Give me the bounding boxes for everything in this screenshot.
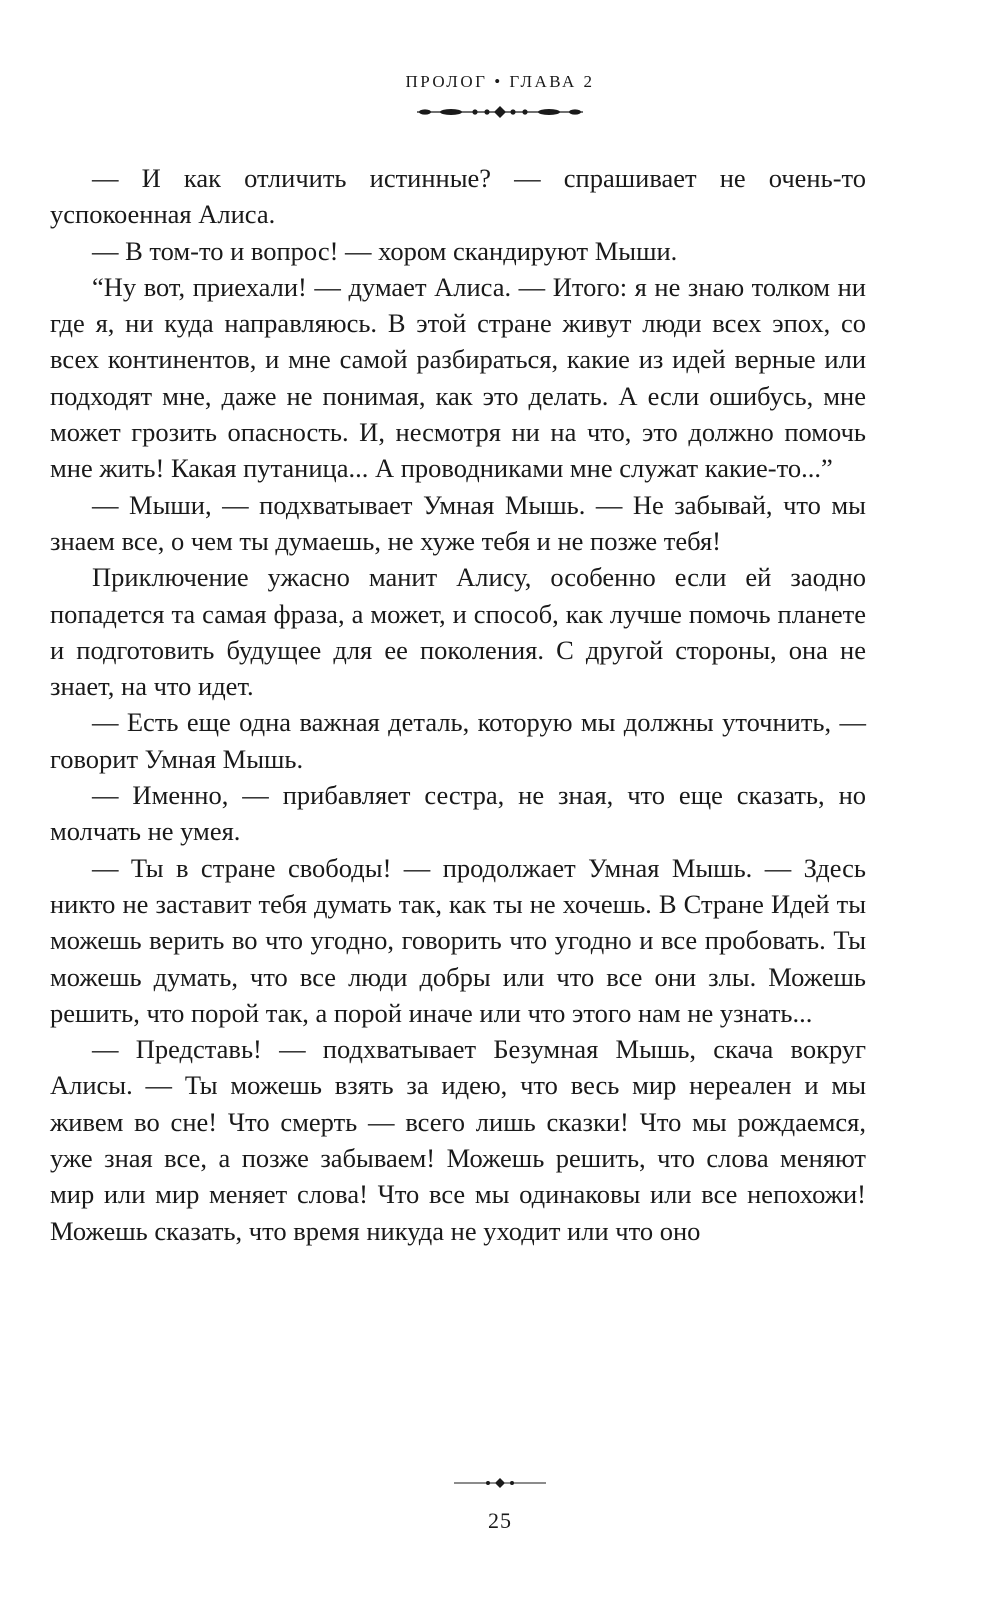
- paragraph: — Представь! — подхватывает Безумная Мышь, скача вокруг Алисы. — Ты можешь взять за идею, что весь мир нереален и мы живем во сне! Что смерть — всего лишь сказки! Что мы рождаемся, уже зная все, а позже забываем! Можешь решить, что слова меняют мир или мир меняет слова! Что все мы одинаковы или все непохожи! Можешь сказать, что время никуда не уходит или что оно: [50, 1034, 866, 1246]
- paragraph: “Ну вот, приехали! — думает Алиса. — Итого: я не знаю толком ни где я, ни куда направляюсь. В этой стране живут люди всех эпох, со всех континентов, и мне самой разбираться, какие из идей верные или подходят мне, даже не понимая, как это делать. А если ошибусь, мне может грозить опасность. И, несмотря ни на что, это должно помочь мне жить! Какая путаница... А проводниками мне служат какие-то...”: [50, 271, 866, 484]
- paragraph: — И как отличить истинные? — спрашивает не очень-то успокоенная Алиса.: [50, 163, 866, 230]
- paragraph: — В том-то и вопрос! — хором скандируют Мыши.: [92, 235, 678, 266]
- page-number: 25: [488, 1508, 512, 1533]
- paragraph: — Именно, — прибавляет сестра, не зная, что еще сказать, но молчать не умея.: [50, 780, 866, 847]
- paragraph: — Есть еще одна важная деталь, которую мы должны уточнить, — говорит Умная Мышь.: [50, 707, 866, 774]
- ornamental-rule-top-icon: [415, 104, 585, 120]
- paragraph: Приключение ужасно манит Алису, особенно если ей заодно попадется та самая фраза, а может, и способ, как лучше помочь планете и подготовить будущее для ее поколения. С другой стороны, она не знает, на что идет.: [50, 562, 866, 702]
- running-head: ПРОЛОГ • ГЛАВА 2: [405, 72, 595, 91]
- ornamental-rule-bottom-icon: [452, 1476, 548, 1490]
- paragraph: — Мыши, — подхватывает Умная Мышь. — Не забывай, что мы знаем все, о чем ты думаешь, не хуже тебя и не позже тебя!: [50, 489, 866, 556]
- ornamental-rule-icon: [0, 104, 1000, 120]
- body-text: [50, 160, 866, 1249]
- paragraph: — Ты в стране свободы! — продолжает Умная Мышь. — Здесь никто не заставит тебя думать так, как ты не хочешь. В Стране Идей ты можешь верить во что угодно, говорить что угодно и все пробовать. Ты можешь думать, что все люди добры или что все они злы. Можешь решить, что порой так, а порой иначе или что этого нам не узнать...: [50, 852, 866, 1028]
- ornamental-rule-icon: [0, 1476, 1000, 1490]
